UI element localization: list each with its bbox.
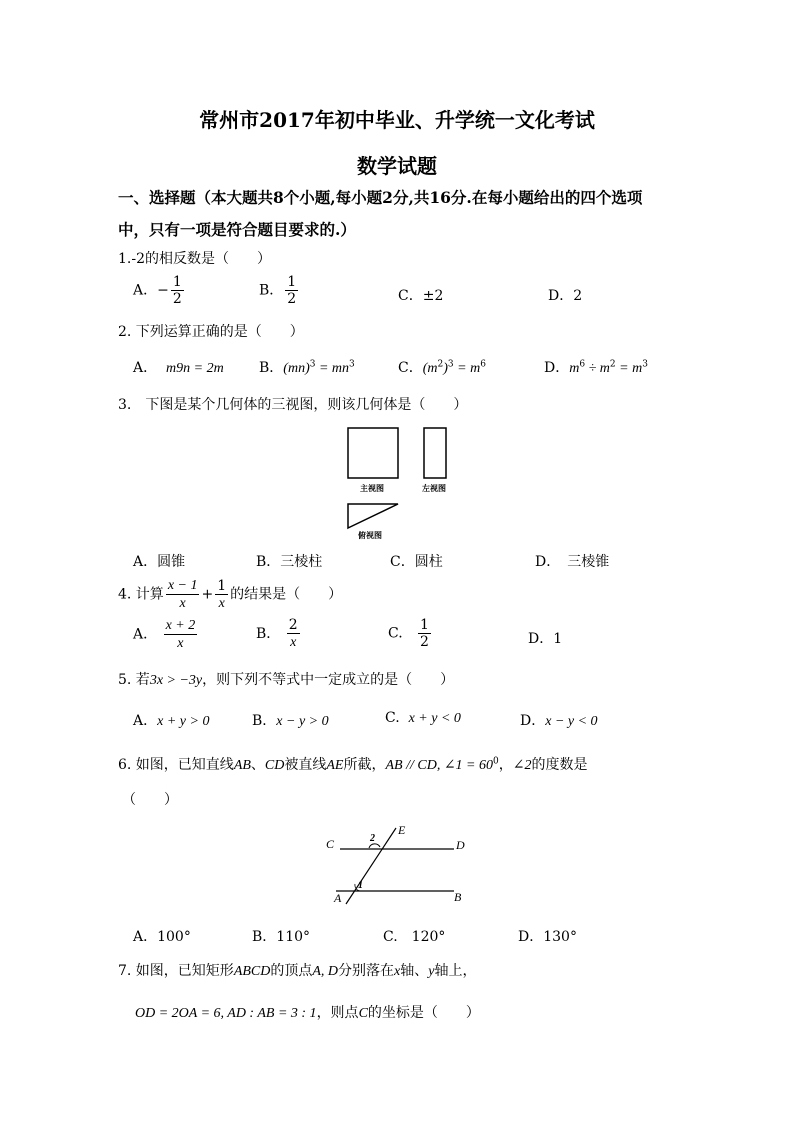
q6-option-a: A．100° <box>133 929 191 945</box>
page-subtitle: 数学试题 <box>357 154 437 178</box>
front-view-square <box>348 428 398 478</box>
q4-option-b: B． $\frac{2}{x}$ <box>256 617 298 651</box>
q7-stem-line1: 7. 如图，已知矩形ABCD的顶点A, D分别落在x轴、y轴上， <box>118 963 477 979</box>
q4-option-c: C. $\frac{1}{2}$ <box>388 617 429 651</box>
label-a: A <box>334 891 342 905</box>
section-header-line2: 中，只有一项是符合题目要求的.） <box>118 220 356 239</box>
q1-a-sign: − <box>157 282 169 299</box>
q5-option-d: D．x − y < 0 <box>520 713 598 729</box>
q2-option-a: A． m9n = 2m <box>133 360 224 376</box>
q4-option-a: A． $\frac{x + 2}{x}$ <box>133 618 196 652</box>
side-view-label: 左视图 <box>422 484 446 493</box>
q3-option-d: D． 三棱锥 <box>535 554 610 570</box>
q1-option-d: D．2 <box>548 288 583 304</box>
q6-option-d: D．130° <box>518 929 577 945</box>
q3-option-c: C．圆柱 <box>390 554 443 570</box>
q6-option-b: B．110° <box>252 929 311 945</box>
q1-a-fraction: $\frac{1}{2}$ <box>172 274 182 308</box>
q6-option-c: C. 120° <box>383 929 446 945</box>
q1-b-fraction: $\frac{1}{2}$ <box>287 274 297 308</box>
q4-fraction-1: $\frac{x - 1}{x}$ <box>167 578 198 612</box>
front-view-label: 主视图 <box>360 484 384 493</box>
top-view-triangle <box>348 504 398 528</box>
parallel-lines-figure <box>322 818 472 908</box>
q3-option-a: A．圆锥 <box>133 554 186 570</box>
side-view-rect <box>424 428 446 478</box>
q2-option-b: B．$(mn)^3 = mn^3$ <box>259 359 355 376</box>
three-view-figure <box>340 424 460 544</box>
q7-stem-line2: OD = 2OA = 6, AD : AB = 3 : 1，则点C的坐标是（ ） <box>135 1005 480 1021</box>
page-title: 常州市2017年初中毕业、升学统一文化考试 <box>199 108 595 132</box>
label-e: E <box>398 823 406 837</box>
q1-a-label: A． <box>133 282 158 299</box>
q3-stem: 3. 下图是某个几何体的三视图，则该几何体是（ ） <box>118 397 468 413</box>
q5-stem: 5. 若3x > −3y，则下列不等式中一定成立的是（ ） <box>118 672 455 688</box>
q1-stem: 1.-2的相反数是（ ） <box>118 251 271 267</box>
q2-option-c: C．$(m^2)^3 = m^6$ <box>398 359 486 376</box>
q6-stem: 6. 如图，已知直线AB、CD被直线AE所截，AB // CD, ∠1 = $60^0$，∠2的度数是 <box>118 756 588 773</box>
q4-stem: 4. 计算 $\frac{x - 1}{x}$ + $\frac{1}{x}$ 的结果是（ ） <box>118 577 343 612</box>
q3-option-b: B．三棱柱 <box>256 554 323 570</box>
label-angle-2: 2 <box>370 833 375 844</box>
q2-option-d: D．$m^6 \div m^2 = m^3$ <box>544 359 648 376</box>
label-c: C <box>326 837 335 851</box>
q5-option-a: A．x + y > 0 <box>133 713 210 729</box>
label-angle-1: 1 <box>358 880 363 891</box>
angle-2-arc <box>369 844 380 848</box>
q2-a-expr: m9n = 2m <box>166 361 224 376</box>
q2-stem: 2. 下列运算正确的是（ ） <box>118 324 304 340</box>
q5-option-b: B．x − y > 0 <box>252 713 329 729</box>
q1-option-b <box>259 274 300 307</box>
q5-option-c: C. x + y < 0 <box>385 710 461 726</box>
top-view-label: 俯视图 <box>358 531 382 540</box>
q4-fraction-2: $\frac{1}{x}$ <box>217 577 227 611</box>
q1-option-a <box>133 274 186 307</box>
section-header-line1: 一、选择题（本大题共8个小题,每小题2分,共16分.在每小题给出的四个选项 <box>118 188 643 207</box>
q4-option-d: D．1 <box>528 631 563 647</box>
label-b: B <box>454 890 462 904</box>
label-d: D <box>456 838 465 852</box>
q1-b-label: B． <box>259 282 284 299</box>
q1-option-c: C．±2 <box>398 288 444 304</box>
q6-paren: （ ） <box>122 792 178 808</box>
